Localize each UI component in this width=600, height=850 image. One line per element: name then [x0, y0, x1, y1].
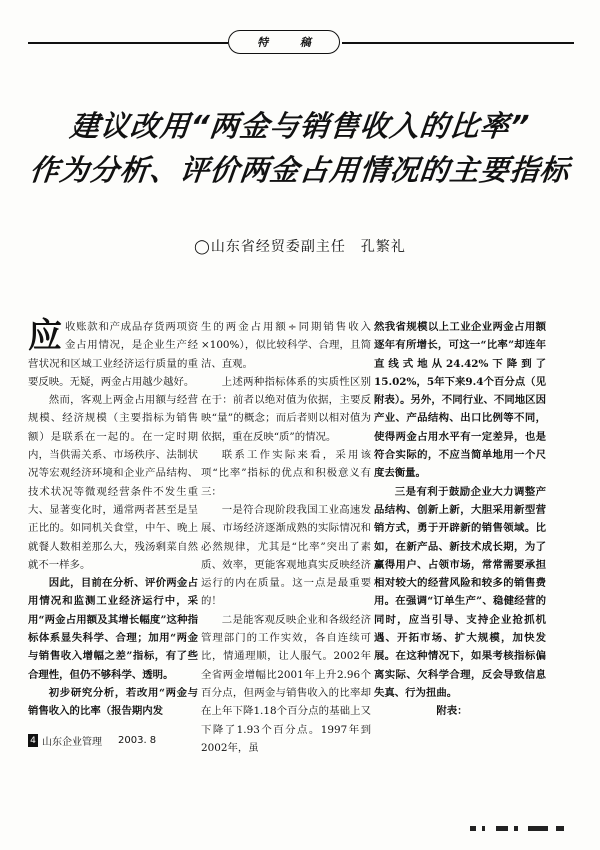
page-number: 4	[28, 734, 38, 747]
scan-edge-mark	[496, 826, 508, 831]
author-byline: ◯山东省经贸委副主任 孔繁礼	[194, 239, 406, 255]
paragraph	[28, 318, 198, 391]
appendix-label: 附表：	[436, 705, 468, 718]
section-tag: 特 稿	[228, 30, 340, 54]
journal-name: 山东企业管理	[42, 737, 102, 748]
body-column-1	[28, 318, 198, 721]
header-rule-left	[28, 42, 228, 44]
scan-edge-mark	[528, 826, 548, 831]
issue-date: 2003. 8	[118, 735, 157, 746]
paragraph: 三是有利于鼓励企业大力调整产品结构、创新上新，大胆采用新型营销方式，勇于开辟新的销售领域。比如，在新产品、新技术成长期，为了赢得用户、占领市场，常常需要承担相对较大的经营风险和较多的销售费用。在强调“订单生产”、稳健经营的同时，应当引导、支持企业抢抓机遇、开拓市场、扩大规模，加快发展。在这种情况下，如果考核指标偏离实际、欠科学合理，反会导致信息失真、行为扭曲。	[374, 485, 546, 699]
scan-edge-mark	[514, 826, 518, 831]
drop-cap: 应	[28, 316, 62, 356]
header-rule-right	[342, 42, 574, 44]
article-title-line-1: 建议改用“两金与销售收入的比率”	[68, 109, 532, 143]
scan-edge-mark	[556, 826, 564, 831]
scan-edge-mark	[470, 826, 476, 831]
paragraph: 联系工作实际来看，采用该项“比率”指标的优点和积极意义有三：	[201, 449, 371, 498]
paragraph: 然而，客观上两金占用额与经营规模、经济规模（主要指标为销售额）是联系在一起的。在一定时期内，当供需关系、市场秩序、法制状况等宏观经济环境和企业产品结构、技术状况等微观经营条件不发生重大、显著变化时，通常两者甚至是呈正比的。如同机关食堂，中午、晚上就餐人数相差那么大，残汤剩菜自然就不一样多。	[28, 394, 198, 571]
paragraph: 然我省规模以上工业企业两金占用额逐年有所增长，可这一“比率”却连年直线式地从24.42%下降到了15.02%，5年下来9.4个百分点（见附表）。另外，不同行业、不同地区因产业、产品结构、出口比例等不同，使得两金占用水平有一定差异，也是符合实际的，不应当简单地用一个尺度去衡量。	[374, 321, 546, 480]
paragraph: 上述两种指标体系的实质性区别在于：前者以绝对值为依据，主要反映“量”的概念；而后者则以相对值为依据，重在反映“质”的情况。	[201, 375, 371, 443]
paragraph: 因此，目前在分析、评价两金占用情况和监测工业经济运行中，采用“两金占用额及其增长幅度”这种指标体系显失科学、合理；加用“两金与销售收入增幅之差”指标，有了些合理性，但仍不够科学、透明。	[28, 577, 198, 681]
paragraph: 一是符合现阶段我国工业高速发展、市场经济逐渐成熟的实际情况和必然规律，尤其是“比率”突出了素质、效率，更能客观地真实反映经济运行的内在质量。这一点是最重要的！	[201, 503, 371, 608]
body-column-3	[374, 318, 546, 721]
article-title-line-2: 作为分析、评价两金占用情况的主要指标	[28, 153, 572, 187]
page-footer	[28, 733, 156, 748]
paragraph: 二是能客观反映企业和各级经济管理部门的工作实效，各自连续可比，情通理顺，让人服气。2002年全省两金增幅比2001年上升2.96个百分点，但两金与销售收入的比率却在上年下降1.18个百分点的基础上又下降了1.93个百分点。1997年到2002年，虽	[201, 613, 371, 754]
paragraph: 生的两金占用额÷同期销售收入×100%），似比较科学、合理，且简洁、直观。	[201, 321, 371, 370]
paragraph: 初步研究分析，若改用“两金与销售收入的比率（报告期内发	[28, 686, 198, 718]
scan-edge-mark	[482, 826, 485, 831]
body-column-2	[201, 318, 371, 757]
paragraph-text: 收账款和产成品存货两项资金占用情况，是企业生产经营状况和区域工业经济运行质量的重要反映。无疑，两金占用越少越好。	[28, 321, 198, 388]
